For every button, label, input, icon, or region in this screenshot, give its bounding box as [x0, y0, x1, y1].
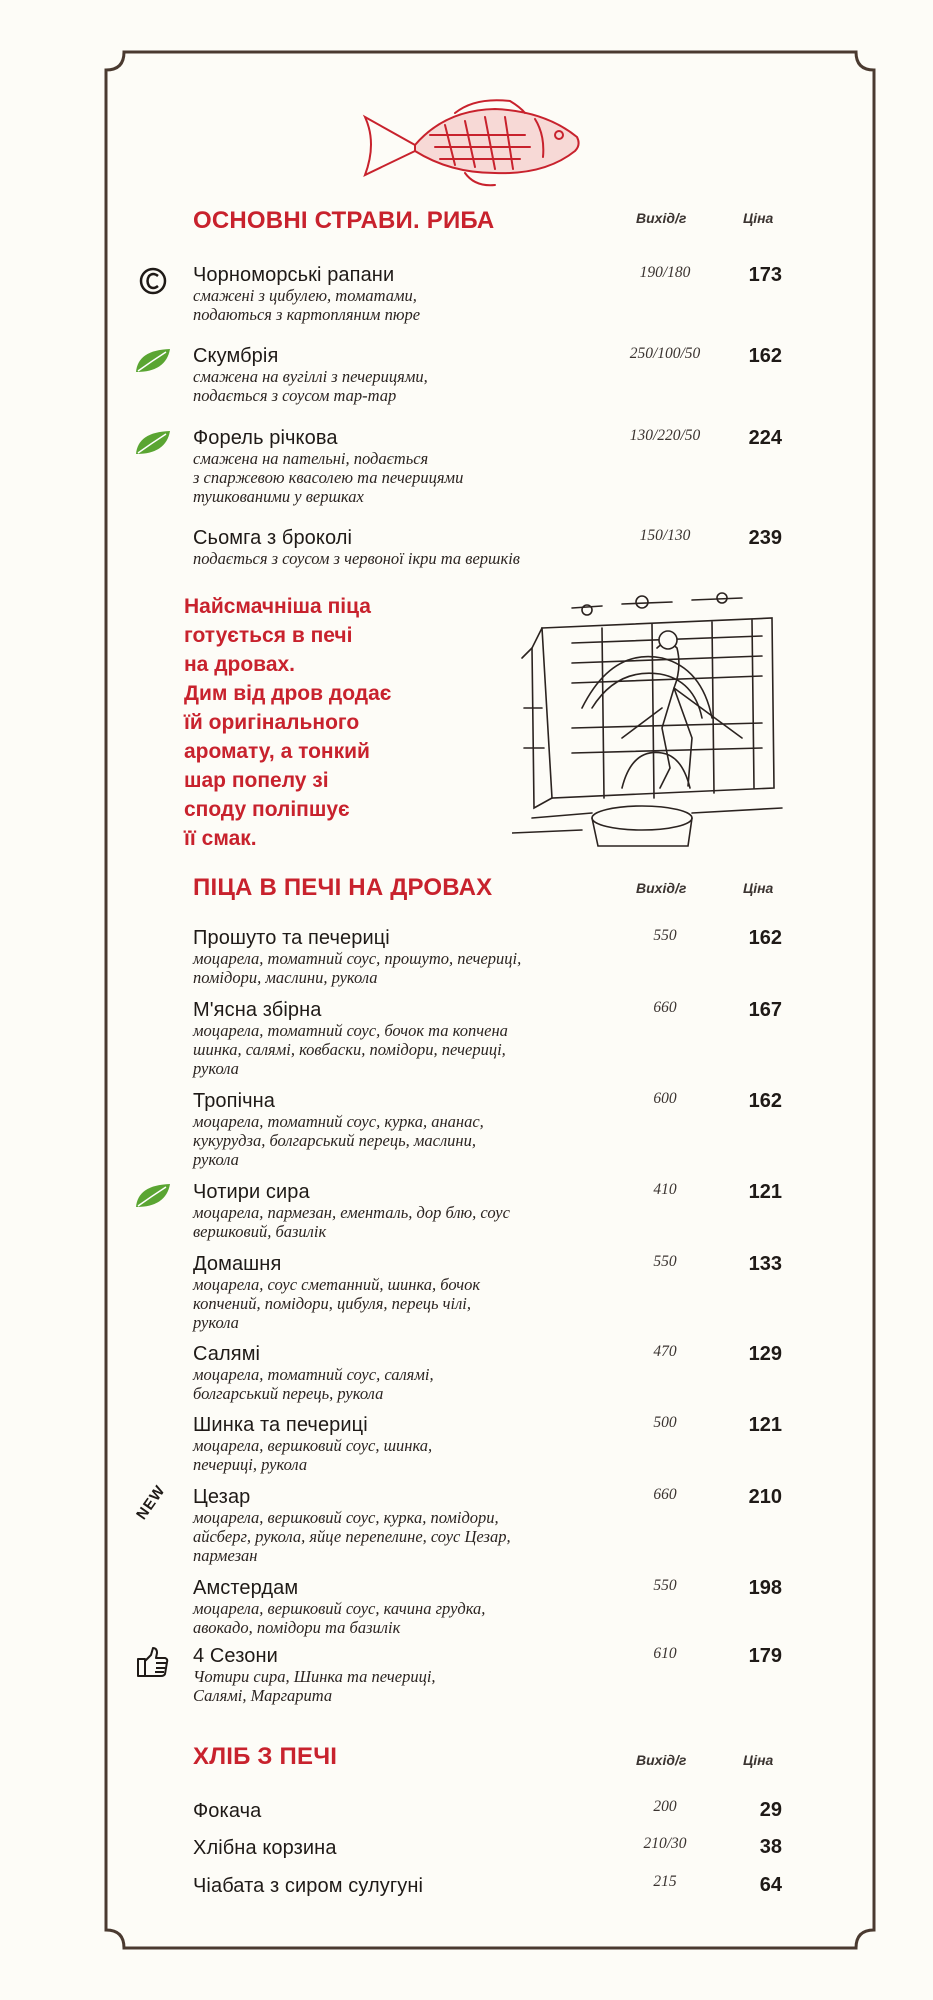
item-price: 179: [748, 1645, 782, 1667]
item-weight: 200: [653, 1798, 677, 1815]
item-description: моцарела, вершковий соус, курка, помідори, айсберг, рукола, яйце перепелине, соус Цезар, пармезан: [193, 1508, 511, 1565]
item-price: 162: [748, 345, 782, 367]
item-weight: 600: [653, 1090, 677, 1107]
leaf-icon: [134, 428, 172, 458]
item-name: Чіабата з сиром сулугуні: [193, 1875, 424, 1897]
item-weight: 190/180: [639, 264, 691, 281]
item-price: 38: [759, 1836, 782, 1858]
copyright-icon: [138, 266, 168, 296]
item-price: 167: [748, 999, 782, 1021]
leaf-icon: [134, 1181, 172, 1211]
item-name: Шинка та печериці: [193, 1414, 368, 1436]
item-price: 64: [759, 1874, 782, 1896]
section-title-fish: ОСНОВНІ СТРАВИ. РИБА: [193, 207, 495, 234]
item-price: 121: [748, 1414, 782, 1436]
item-price: 29: [759, 1799, 782, 1821]
item-name: Фокача: [193, 1800, 262, 1822]
item-price: 162: [748, 1090, 782, 1112]
item-weight: 550: [653, 1253, 677, 1270]
item-name: Хлібна корзина: [193, 1837, 337, 1859]
column-weight-header: Вихід/г: [636, 210, 687, 226]
section-title-pizza: ПІЦА В ПЕЧІ НА ДРОВАХ: [193, 874, 493, 901]
item-weight: 215: [653, 1873, 677, 1890]
oven-illustration: [512, 588, 790, 850]
new-badge: NEW: [133, 1482, 169, 1523]
item-price: 224: [748, 427, 782, 449]
item-description: моцарела, вершковий соус, шинка, печериці, рукола: [193, 1436, 433, 1474]
item-description: моцарела, соус сметанний, шинка, бочок копчений, помідори, цибуля, перець чілі, рукола: [193, 1275, 481, 1332]
item-name: Сьомга з броколі: [193, 527, 353, 549]
item-weight: 610: [653, 1645, 677, 1662]
item-weight: 500: [653, 1414, 677, 1431]
item-description: моцарела, томатний соус, бочок та копчена шинка, салямі, ковбаски, помідори, печериці, рукола: [193, 1021, 508, 1078]
item-description: Чотири сира, Шинка та печериці, Салямі, Маргарита: [193, 1667, 436, 1705]
item-weight: 660: [653, 999, 677, 1016]
item-description: моцарела, томатний соус, прошуто, печериці, помідори, маслини, рукола: [193, 949, 522, 987]
item-name: Чотири сира: [193, 1181, 310, 1203]
item-description: моцарела, пармезан, ементаль, дор блю, соус вершковий, базилік: [193, 1203, 510, 1241]
column-price-header: Ціна: [743, 1752, 774, 1768]
item-price: 133: [748, 1253, 782, 1275]
column-price-header: Ціна: [743, 880, 774, 896]
column-weight-header: Вихід/г: [636, 1752, 687, 1768]
column-weight-header: Вихід/г: [636, 880, 687, 896]
item-description: моцарела, вершковий соус, качина грудка, авокадо, помідори та базилік: [193, 1599, 486, 1637]
item-price: 198: [748, 1577, 782, 1599]
item-weight: 250/100/50: [629, 345, 701, 362]
item-price: 173: [748, 264, 782, 286]
item-description: моцарела, томатний соус, салямі, болгарський перець, рукола: [193, 1365, 434, 1403]
item-name: Тропічна: [193, 1090, 276, 1112]
item-weight: 550: [653, 927, 677, 944]
item-name: 4 Сезони: [193, 1645, 278, 1667]
item-description: моцарела, томатний соус, курка, ананас, кукурудза, болгарський перець, маслини, рукола: [193, 1112, 484, 1169]
item-weight: 150/130: [639, 527, 691, 544]
item-name: Салямі: [193, 1343, 261, 1365]
item-description: смажена на вугіллі з печерицями, подається з соусом тар-тар: [193, 367, 428, 405]
leaf-icon: [134, 346, 172, 376]
item-weight: 410: [653, 1181, 677, 1198]
item-price: 239: [748, 527, 782, 549]
item-price: 210: [748, 1486, 782, 1508]
section-title-bread: ХЛІБ З ПЕЧІ: [193, 1743, 338, 1770]
item-name: Чорноморські рапани: [193, 264, 395, 286]
thumbs-up-icon: [136, 1645, 170, 1679]
item-name: Скумбрія: [193, 345, 279, 367]
item-name: Прошуто та печериці: [193, 927, 390, 949]
promo-text: Найсмачніша піца готується в печі на дровах. Дим від дров додає їй оригінального аромату, а тонкий шар попелу зі споду поліпшує її смак.: [184, 595, 392, 850]
item-description: подається з соусом з червоної ікри та вершків: [193, 549, 520, 568]
item-description: смажена на пательні, подається з спаржевою квасолею та печерицями тушкованими у вершках: [193, 449, 464, 506]
item-weight: 470: [653, 1343, 677, 1360]
item-price: 129: [748, 1343, 782, 1365]
item-name: Цезар: [193, 1486, 251, 1508]
column-price-header: Ціна: [743, 210, 774, 226]
item-price: 121: [748, 1181, 782, 1203]
item-name: М'ясна збірна: [193, 999, 322, 1021]
item-price: 162: [748, 927, 782, 949]
fish-illustration: [345, 95, 590, 195]
item-name: Амстердам: [193, 1577, 299, 1599]
item-name: Форель річкова: [193, 427, 338, 449]
item-weight: 550: [653, 1577, 677, 1594]
item-weight: 130/220/50: [629, 427, 701, 444]
item-description: смажені з цибулею, томатами, подаються з картопляним пюре: [193, 286, 421, 324]
item-weight: 660: [653, 1486, 677, 1503]
item-weight: 210/30: [643, 1835, 687, 1852]
item-name: Домашня: [193, 1253, 282, 1275]
